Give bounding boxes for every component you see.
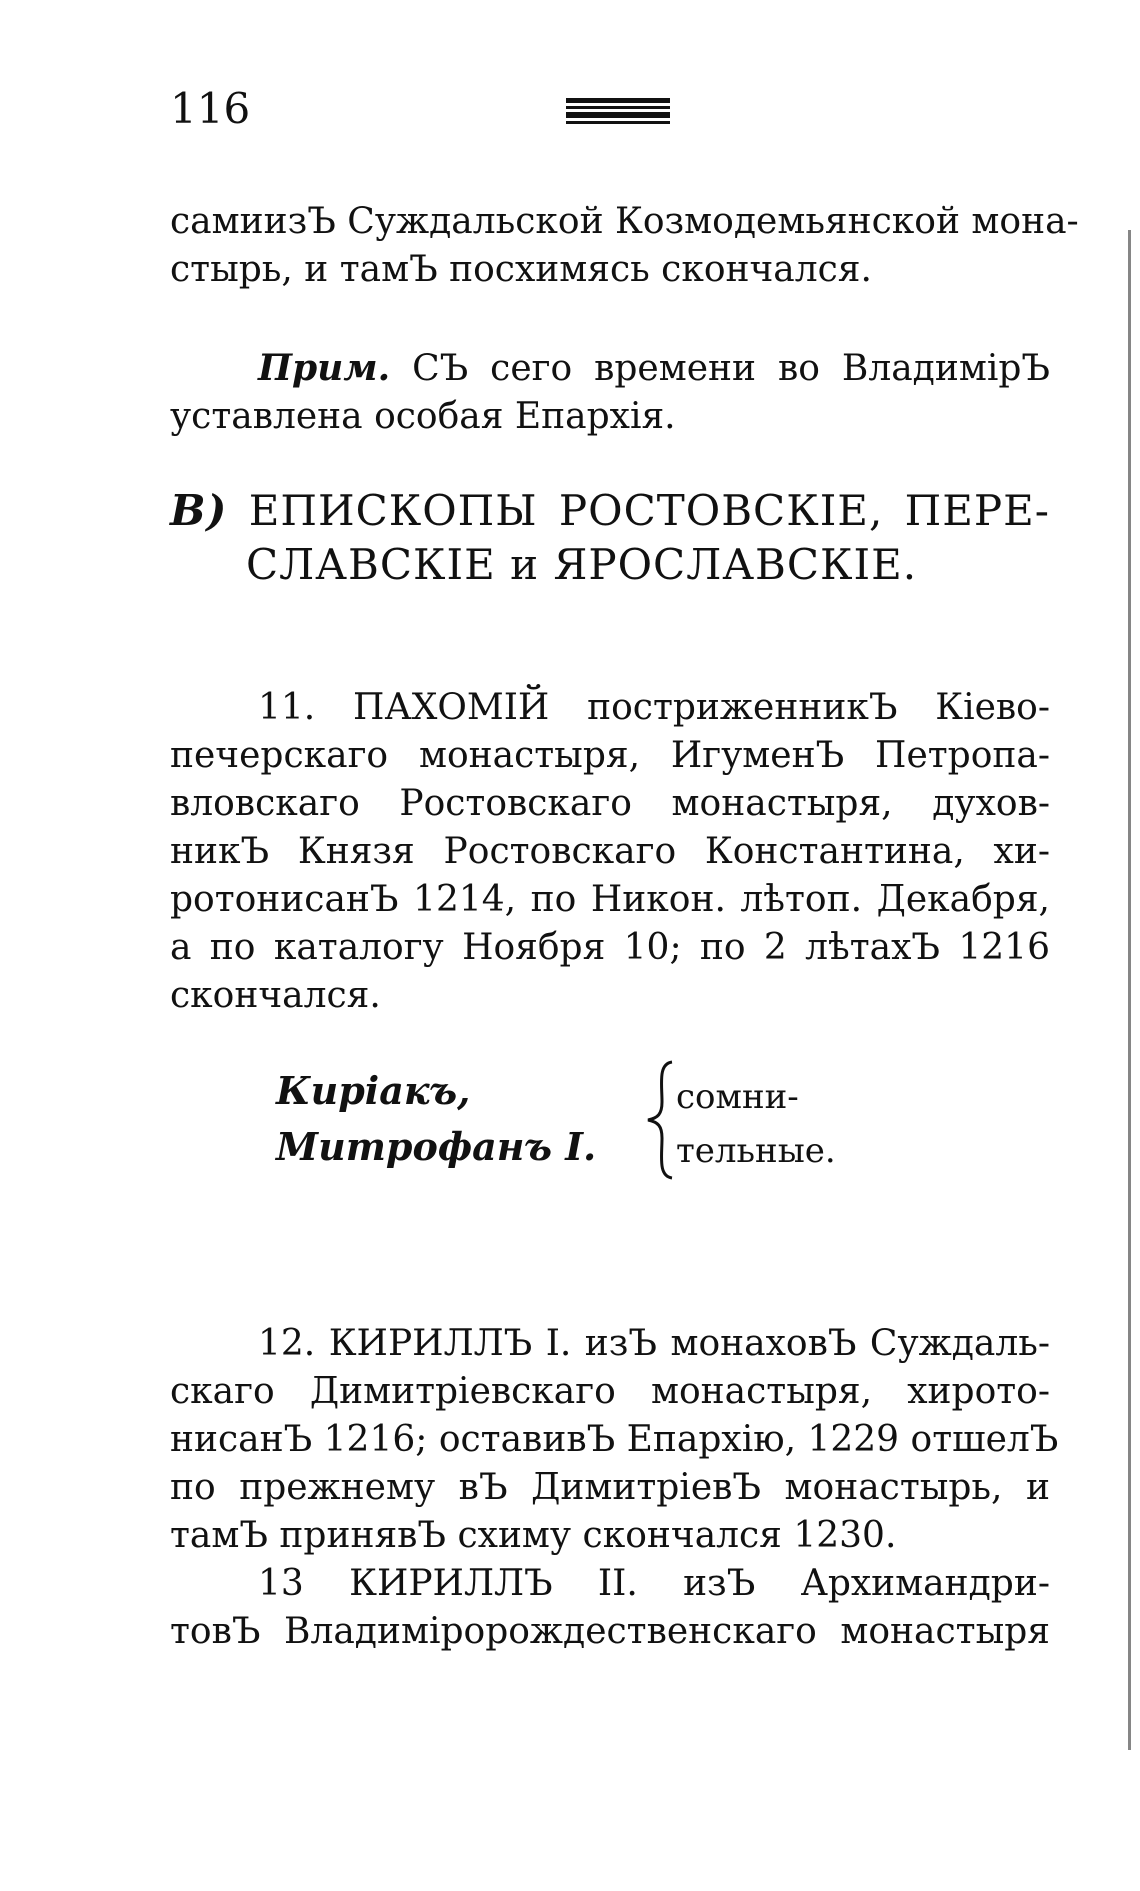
text-line: 12. КИРИЛЛЪ I. изЪ монаховЪ Суждаль- xyxy=(258,1323,1050,1364)
text-line: тамЪ принявЪ схиму скончался 1230. xyxy=(170,1515,897,1556)
doubtful-names xyxy=(276,1063,596,1175)
name-kiriak: Киріакъ, xyxy=(276,1068,471,1113)
text-line: нисанЪ 1216; оставивЪ Епархію, 1229 отшелЪ xyxy=(170,1419,1059,1460)
text-line: стырь, и тамЪ посхимясь скончался. xyxy=(170,249,872,290)
text-line: по прежнему вЪ ДимитріевЪ монастырь, и xyxy=(170,1467,1050,1508)
note-label: Прим. xyxy=(258,347,391,389)
text-line: 11. ПАХОМІЙ постриженникЪ Кіево- xyxy=(258,687,1050,728)
text-line: самиизЪ Суждальской Козмодемьянской мона- xyxy=(170,201,1079,242)
text-line: вловскаго Ростовскаго монастыря, духов- xyxy=(170,783,1050,824)
entry-13 xyxy=(170,1560,1050,1656)
text-line: скаго Димитріевскаго монастыря, хирото- xyxy=(170,1371,1050,1412)
text-line: товЪ Владиміророждественскаго монастыря xyxy=(170,1611,1050,1652)
note-text: СЪ сего времени во ВладимірЪ xyxy=(412,348,1050,389)
text-line: печерскаго монастыря, ИгуменЪ Петропа- xyxy=(170,735,1050,776)
entry-11 xyxy=(170,684,1050,1020)
text-line: никЪ Князя Ростовскаго Константина, хи- xyxy=(170,831,1050,872)
intro-paragraph xyxy=(170,198,1079,294)
text-line: скончался. xyxy=(170,975,381,1016)
section-heading-line xyxy=(170,484,1050,538)
section-heading xyxy=(170,484,1050,592)
doubtful-label-line: тельные. xyxy=(676,1131,836,1171)
section-letter: В) xyxy=(170,486,228,535)
text-line: ротонисанЪ 1214, по Никон. лѣтоп. Декабря, xyxy=(170,879,1050,920)
entry-12 xyxy=(170,1320,1059,1560)
text-line: 13 КИРИЛЛЪ II. изЪ Архимандри- xyxy=(258,1563,1050,1604)
page-edge-shadow xyxy=(1128,230,1131,1750)
note-first-line xyxy=(170,344,1050,393)
curly-brace-icon xyxy=(640,1058,680,1182)
header-rule-ornament xyxy=(566,98,670,122)
page-number: 116 xyxy=(170,84,251,133)
text-line: а по каталогу Ноября 10; по 2 лѣтахЪ 1216 xyxy=(170,927,1050,968)
note-paragraph xyxy=(170,344,1050,441)
text-line: уставлена особая Епархія. xyxy=(170,396,676,437)
doubtful-label xyxy=(676,1070,836,1178)
name-mitrofan: Митрофанъ I. xyxy=(276,1124,597,1169)
doubtful-label-line: сомни- xyxy=(676,1077,799,1117)
section-title-part: ЕПИСКОПЫ РОСТОВСКІЕ, ПЕРЕ- xyxy=(248,486,1050,535)
section-heading-line: СЛАВСКІЕ и ЯРОСЛАВСКІЕ. xyxy=(246,540,918,589)
